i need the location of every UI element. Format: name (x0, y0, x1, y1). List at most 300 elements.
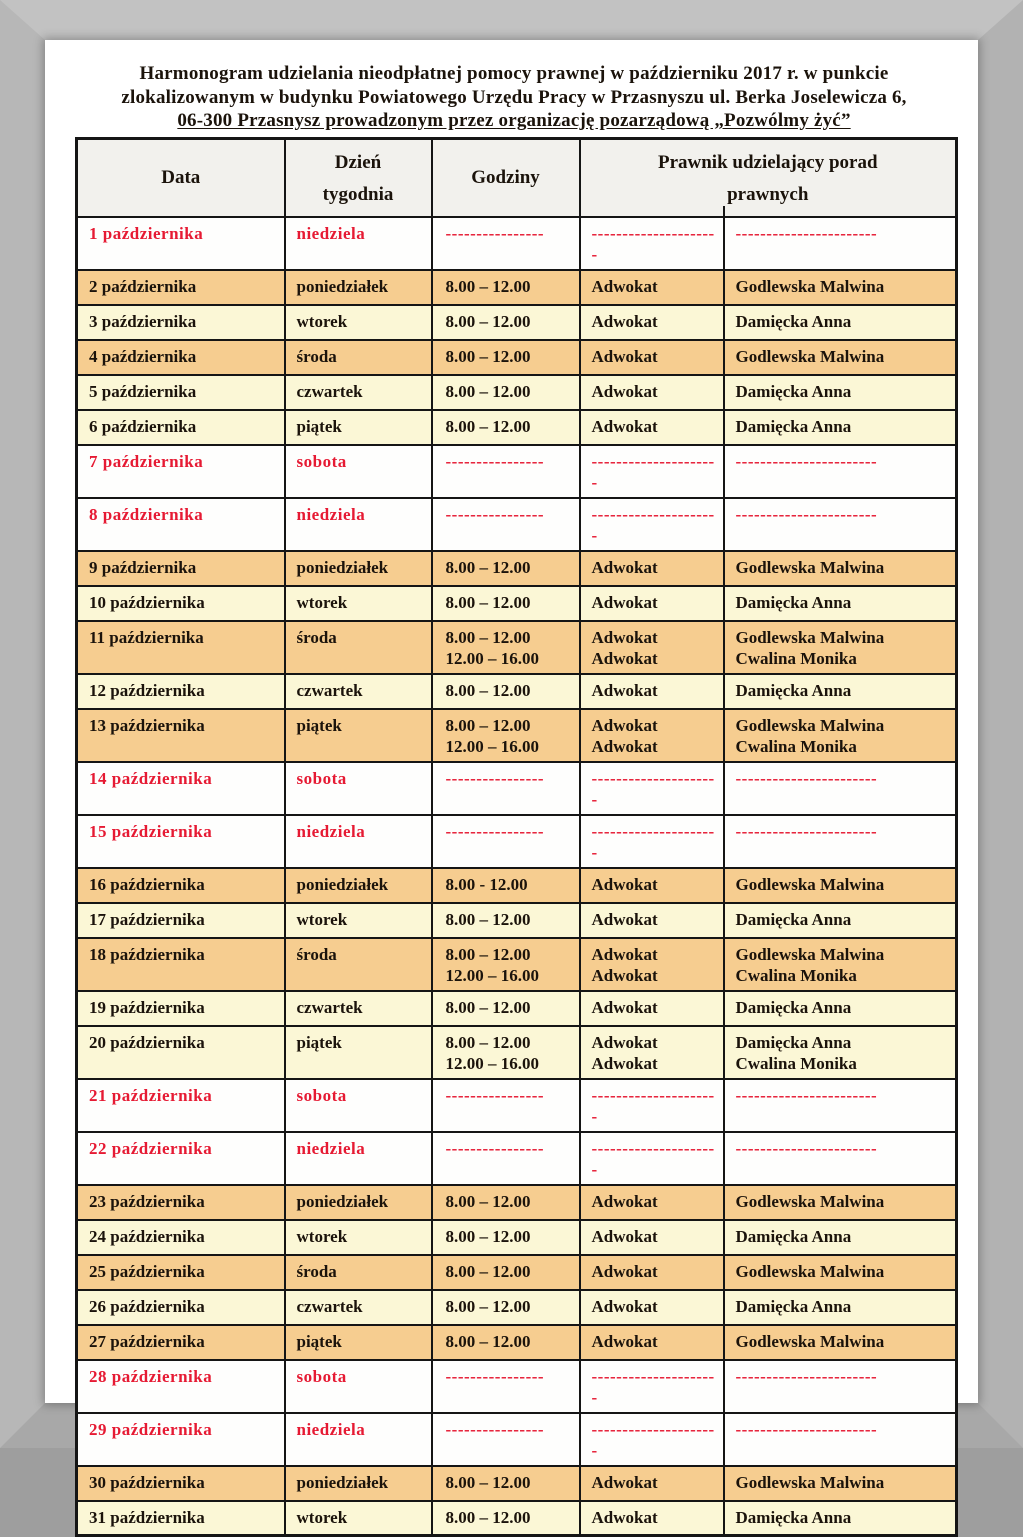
cell-day (285, 445, 432, 498)
cell-role (580, 445, 724, 498)
cell-date (77, 1360, 285, 1413)
cell-day-line: wtorek (297, 592, 425, 613)
cell-hours-line: 8.00 – 12.00 (446, 944, 573, 965)
cell-hours (432, 1325, 580, 1360)
table-row (77, 1132, 957, 1185)
cell-hours-line: ---------------- (446, 223, 573, 244)
cell-name (724, 868, 957, 903)
cell-role-line: --------------------- (592, 821, 717, 863)
cell-day (285, 1290, 432, 1325)
cell-hours (432, 1220, 580, 1255)
cell-hours-line: 8.00 – 12.00 (446, 909, 573, 930)
cell-role-line: Adwokat (592, 648, 717, 669)
cell-date-line: 14 października (89, 768, 278, 789)
cell-role-line: Adwokat (592, 1331, 717, 1352)
cell-name (724, 903, 957, 938)
cell-hours-line: 8.00 – 12.00 (446, 1296, 573, 1317)
cell-date (77, 991, 285, 1026)
cell-date (77, 410, 285, 445)
cell-role (580, 217, 724, 270)
cell-day-line: sobota (297, 768, 425, 789)
cell-name (724, 340, 957, 375)
cell-role-line: Adwokat (592, 346, 717, 367)
cell-role-line: --------------------- (592, 223, 717, 265)
cell-day (285, 815, 432, 868)
cell-day (285, 551, 432, 586)
cell-name (724, 991, 957, 1026)
table-row (77, 709, 957, 762)
cell-day (285, 305, 432, 340)
cell-date (77, 815, 285, 868)
cell-date (77, 340, 285, 375)
table-row (77, 1466, 957, 1501)
cell-day (285, 270, 432, 305)
cell-role-line: --------------------- (592, 768, 717, 810)
cell-hours-line: 8.00 – 12.00 (446, 416, 573, 437)
table-row (77, 375, 957, 410)
cell-role-line: Adwokat (592, 416, 717, 437)
cell-hours-line: 8.00 – 12.00 (446, 627, 573, 648)
cell-hours (432, 1255, 580, 1290)
table-row (77, 991, 957, 1026)
cell-role (580, 586, 724, 621)
cell-name-line: Damięcka Anna (736, 311, 950, 332)
cell-hours-line: 8.00 - 12.00 (446, 874, 573, 895)
cell-day-line: sobota (297, 1366, 425, 1387)
cell-day-line: piątek (297, 1331, 425, 1352)
cell-hours (432, 375, 580, 410)
cell-role-line: Adwokat (592, 627, 717, 648)
cell-day-line: poniedziałek (297, 874, 425, 895)
cell-role (580, 1185, 724, 1220)
cell-hours (432, 1132, 580, 1185)
cell-role-line: --------------------- (592, 1366, 717, 1408)
cell-day (285, 762, 432, 815)
cell-role (580, 375, 724, 410)
title-line-2: zlokalizowanym w budynku Powiatowego Urzędu Pracy w Przasnyszu ul. Berka Joselewicza 6, (75, 86, 953, 110)
cell-date (77, 762, 285, 815)
cell-day (285, 375, 432, 410)
cell-day-line: poniedziałek (297, 1191, 425, 1212)
cell-name-line: Godlewska Malwina (736, 1261, 950, 1282)
cell-name (724, 217, 957, 270)
table-row (77, 1220, 957, 1255)
cell-name-line: Damięcka Anna (736, 1507, 950, 1528)
cell-name-line: Damięcka Anna (736, 592, 950, 613)
header-day-line-2: tygodnia (286, 181, 431, 209)
cell-role-line: --------------------- (592, 1085, 717, 1127)
cell-day-line: czwartek (297, 680, 425, 701)
cell-role-line: Adwokat (592, 311, 717, 332)
cell-name-line: Godlewska Malwina (736, 557, 950, 578)
cell-day-line: wtorek (297, 311, 425, 332)
cell-name-line: ----------------------- (736, 1085, 950, 1106)
cell-role-line: Adwokat (592, 944, 717, 965)
cell-name-line: Godlewska Malwina (736, 276, 950, 297)
cell-day (285, 1079, 432, 1132)
cell-role-line: Adwokat (592, 381, 717, 402)
cell-date-line: 16 października (89, 874, 278, 895)
cell-date-line: 3 października (89, 311, 278, 332)
cell-date-line: 6 października (89, 416, 278, 437)
cell-hours-line: ---------------- (446, 1138, 573, 1159)
cell-name-line: Godlewska Malwina (736, 627, 950, 648)
cell-role (580, 991, 724, 1026)
cell-hours-line: 8.00 – 12.00 (446, 557, 573, 578)
cell-date-line: 11 października (89, 627, 278, 648)
cell-day-line: poniedziałek (297, 1472, 425, 1493)
cell-hours-line: 8.00 – 12.00 (446, 346, 573, 367)
cell-hours-line: ---------------- (446, 768, 573, 789)
cell-name (724, 305, 957, 340)
cell-role (580, 903, 724, 938)
cell-role-line: Adwokat (592, 1507, 717, 1528)
cell-name-line: Damięcka Anna (736, 1296, 950, 1317)
table-row (77, 868, 957, 903)
cell-hours (432, 1360, 580, 1413)
cell-day (285, 903, 432, 938)
cell-role-line: Adwokat (592, 680, 717, 701)
cell-name-line: Damięcka Anna (736, 381, 950, 402)
cell-day-line: czwartek (297, 381, 425, 402)
cell-role (580, 938, 724, 991)
cell-day (285, 709, 432, 762)
cell-name-line: Godlewska Malwina (736, 1472, 950, 1493)
cell-date-line: 1 października (89, 223, 278, 244)
cell-hours (432, 621, 580, 674)
cell-date-line: 24 października (89, 1226, 278, 1247)
cell-name-line: ----------------------- (736, 1419, 950, 1440)
header-lawyer-line-1: Prawnik udzielający porad (581, 149, 956, 177)
cell-hours (432, 340, 580, 375)
title-line-3: 06-300 Przasnysz prowadzonym przez organizację pozarządową „Pozwólmy żyć” (75, 109, 953, 133)
cell-hours (432, 1290, 580, 1325)
cell-day (285, 1501, 432, 1536)
cell-role (580, 1413, 724, 1466)
cell-date-line: 27 października (89, 1331, 278, 1352)
cell-name-line: Cwalina Monika (736, 736, 950, 757)
cell-name-line: Godlewska Malwina (736, 715, 950, 736)
cell-hours (432, 674, 580, 709)
cell-date (77, 1466, 285, 1501)
cell-hours (432, 551, 580, 586)
cell-role-line: --------------------- (592, 451, 717, 493)
cell-name-line: Godlewska Malwina (736, 346, 950, 367)
cell-date-line: 28 października (89, 1366, 278, 1387)
table-row (77, 340, 957, 375)
cell-name (724, 1255, 957, 1290)
cell-date (77, 586, 285, 621)
cell-hours-line: 8.00 – 12.00 (446, 311, 573, 332)
cell-date-line: 31 października (89, 1507, 278, 1528)
cell-role-line: Adwokat (592, 1296, 717, 1317)
cell-hours (432, 938, 580, 991)
cell-name-line: ----------------------- (736, 768, 950, 789)
cell-day-line: poniedziałek (297, 557, 425, 578)
cell-name-line: Cwalina Monika (736, 648, 950, 669)
cell-day (285, 1466, 432, 1501)
cell-date-line: 2 października (89, 276, 278, 297)
cell-name (724, 1360, 957, 1413)
cell-role-line: Adwokat (592, 1032, 717, 1053)
cell-name-line: Godlewska Malwina (736, 1331, 950, 1352)
cell-role (580, 305, 724, 340)
cell-day (285, 1132, 432, 1185)
cell-date (77, 1325, 285, 1360)
cell-name (724, 498, 957, 551)
cell-day (285, 1325, 432, 1360)
cell-day (285, 1220, 432, 1255)
cell-hours (432, 498, 580, 551)
cell-role-line: Adwokat (592, 965, 717, 986)
cell-hours (432, 1079, 580, 1132)
cell-date (77, 270, 285, 305)
cell-hours-line: 12.00 – 16.00 (446, 648, 573, 669)
cell-day-line: niedziela (297, 1138, 425, 1159)
title-line-1: Harmonogram udzielania nieodpłatnej pomocy prawnej w październiku 2017 r. w punkcie (75, 62, 953, 86)
cell-role-line: Adwokat (592, 276, 717, 297)
table-row (77, 938, 957, 991)
cell-hours (432, 868, 580, 903)
cell-day-line: niedziela (297, 821, 425, 842)
cell-role (580, 551, 724, 586)
cell-role (580, 762, 724, 815)
cell-hours (432, 1466, 580, 1501)
cell-name (724, 709, 957, 762)
cell-hours (432, 991, 580, 1026)
cell-date-line: 29 października (89, 1419, 278, 1440)
cell-name-line: ----------------------- (736, 1366, 950, 1387)
cell-date-line: 8 października (89, 504, 278, 525)
table-row (77, 1185, 957, 1220)
cell-date (77, 709, 285, 762)
cell-name (724, 1466, 957, 1501)
cell-date (77, 903, 285, 938)
table-row (77, 1079, 957, 1132)
cell-hours (432, 270, 580, 305)
cell-hours-line: 8.00 – 12.00 (446, 381, 573, 402)
cell-day (285, 498, 432, 551)
cell-role (580, 1501, 724, 1536)
cell-hours-line: 8.00 – 12.00 (446, 1226, 573, 1247)
cell-date (77, 217, 285, 270)
cell-role (580, 621, 724, 674)
cell-day (285, 938, 432, 991)
cell-name-line: ----------------------- (736, 451, 950, 472)
cell-date (77, 621, 285, 674)
cell-hours (432, 217, 580, 270)
cell-hours-line: 8.00 – 12.00 (446, 1261, 573, 1282)
cell-day-line: środa (297, 627, 425, 648)
cell-day-line: środa (297, 1261, 425, 1282)
cell-date-line: 7 października (89, 451, 278, 472)
cell-hours-line: ---------------- (446, 821, 573, 842)
cell-day (285, 1360, 432, 1413)
cell-date (77, 1413, 285, 1466)
cell-name (724, 1290, 957, 1325)
cell-role-line: --------------------- (592, 504, 717, 546)
cell-date-line: 17 października (89, 909, 278, 930)
cell-name-line: ----------------------- (736, 1138, 950, 1159)
cell-role-line: Adwokat (592, 1261, 717, 1282)
table-row (77, 586, 957, 621)
cell-role (580, 815, 724, 868)
table-row (77, 498, 957, 551)
cell-hours-line: 8.00 – 12.00 (446, 592, 573, 613)
cell-date-line: 20 października (89, 1032, 278, 1053)
cell-day (285, 1413, 432, 1466)
cell-day-line: środa (297, 944, 425, 965)
cell-role-line: --------------------- (592, 1419, 717, 1461)
cell-role-line: Adwokat (592, 715, 717, 736)
cell-name (724, 1220, 957, 1255)
document-page (45, 40, 978, 1403)
cell-hours (432, 1185, 580, 1220)
table-row (77, 1255, 957, 1290)
cell-role-line: Adwokat (592, 997, 717, 1018)
cell-hours (432, 305, 580, 340)
table-row (77, 217, 957, 270)
cell-day-line: sobota (297, 451, 425, 472)
document-title (75, 62, 953, 133)
cell-hours-line: ---------------- (446, 1366, 573, 1387)
table-row (77, 410, 957, 445)
cell-role (580, 1079, 724, 1132)
cell-name (724, 586, 957, 621)
cell-date (77, 375, 285, 410)
table-row (77, 305, 957, 340)
cell-role-line: Adwokat (592, 909, 717, 930)
header-hours-label: Godziny (471, 167, 540, 188)
cell-role (580, 709, 724, 762)
cell-date-line: 10 października (89, 592, 278, 613)
cell-name (724, 815, 957, 868)
cell-day (285, 586, 432, 621)
cell-hours (432, 1413, 580, 1466)
cell-role (580, 674, 724, 709)
cell-date-line: 30 października (89, 1472, 278, 1493)
cell-hours-line: 8.00 – 12.00 (446, 276, 573, 297)
table-row (77, 1325, 957, 1360)
schedule-table (75, 137, 958, 1537)
cell-day (285, 621, 432, 674)
cell-day (285, 217, 432, 270)
cell-date-line: 5 października (89, 381, 278, 402)
cell-hours-line: 8.00 – 12.00 (446, 715, 573, 736)
cell-role (580, 1132, 724, 1185)
cell-name (724, 674, 957, 709)
cell-day-line: piątek (297, 1032, 425, 1053)
cell-hours (432, 762, 580, 815)
header-lawyer-line-2: prawnych (581, 181, 956, 209)
cell-hours-line: 12.00 – 16.00 (446, 965, 573, 986)
cell-role (580, 1325, 724, 1360)
cell-date-line: 22 października (89, 1138, 278, 1159)
cell-name (724, 551, 957, 586)
header-day-of-week (285, 138, 432, 217)
cell-hours (432, 1026, 580, 1079)
cell-name-line: Damięcka Anna (736, 997, 950, 1018)
table-row (77, 1026, 957, 1079)
table-row (77, 1413, 957, 1466)
cell-date (77, 1290, 285, 1325)
cell-role-line: Adwokat (592, 1226, 717, 1247)
cell-name (724, 1079, 957, 1132)
cell-date (77, 551, 285, 586)
table-row (77, 1501, 957, 1536)
cell-date-line: 13 października (89, 715, 278, 736)
cell-day-line: poniedziałek (297, 276, 425, 297)
cell-name-line: ----------------------- (736, 821, 950, 842)
cell-day-line: czwartek (297, 997, 425, 1018)
header-hours (432, 138, 580, 217)
table-row (77, 1290, 957, 1325)
cell-day (285, 1185, 432, 1220)
table-row (77, 621, 957, 674)
cell-day-line: niedziela (297, 504, 425, 525)
cell-date (77, 1255, 285, 1290)
cell-hours-line: ---------------- (446, 1419, 573, 1440)
table-row (77, 551, 957, 586)
table-row (77, 762, 957, 815)
cell-date (77, 1185, 285, 1220)
cell-hours (432, 709, 580, 762)
cell-date-line: 18 października (89, 944, 278, 965)
cell-role (580, 1466, 724, 1501)
cell-day (285, 991, 432, 1026)
cell-role (580, 410, 724, 445)
table-row (77, 270, 957, 305)
cell-role-line: Adwokat (592, 1053, 717, 1074)
cell-name (724, 1185, 957, 1220)
cell-name (724, 1132, 957, 1185)
cell-role (580, 498, 724, 551)
cell-hours-line: ---------------- (446, 451, 573, 472)
cell-role-line: Adwokat (592, 736, 717, 757)
cell-role (580, 1026, 724, 1079)
cell-name (724, 1501, 957, 1536)
table-row (77, 674, 957, 709)
cell-day (285, 868, 432, 903)
cell-hours-line: 8.00 – 12.00 (446, 1472, 573, 1493)
cell-date-line: 21 października (89, 1085, 278, 1106)
cell-role (580, 1220, 724, 1255)
cell-date-line: 12 października (89, 680, 278, 701)
table-row (77, 1360, 957, 1413)
cell-hours-line: 12.00 – 16.00 (446, 736, 573, 757)
cell-hours-line: 8.00 – 12.00 (446, 680, 573, 701)
cell-day (285, 340, 432, 375)
cell-date-line: 26 października (89, 1296, 278, 1317)
cell-name (724, 1026, 957, 1079)
cell-date (77, 1026, 285, 1079)
cell-hours (432, 410, 580, 445)
cell-date (77, 445, 285, 498)
cell-date (77, 1501, 285, 1536)
cell-hours-line: 8.00 – 12.00 (446, 1191, 573, 1212)
cell-role (580, 1255, 724, 1290)
cell-hours-line: ---------------- (446, 504, 573, 525)
cell-role-line: Adwokat (592, 874, 717, 895)
cell-hours-line: 8.00 – 12.00 (446, 997, 573, 1018)
cell-role (580, 1290, 724, 1325)
header-lawyer (580, 138, 957, 217)
cell-day-line: wtorek (297, 909, 425, 930)
cell-name (724, 621, 957, 674)
cell-date-line: 9 października (89, 557, 278, 578)
cell-role-line: Adwokat (592, 592, 717, 613)
cell-day (285, 1026, 432, 1079)
